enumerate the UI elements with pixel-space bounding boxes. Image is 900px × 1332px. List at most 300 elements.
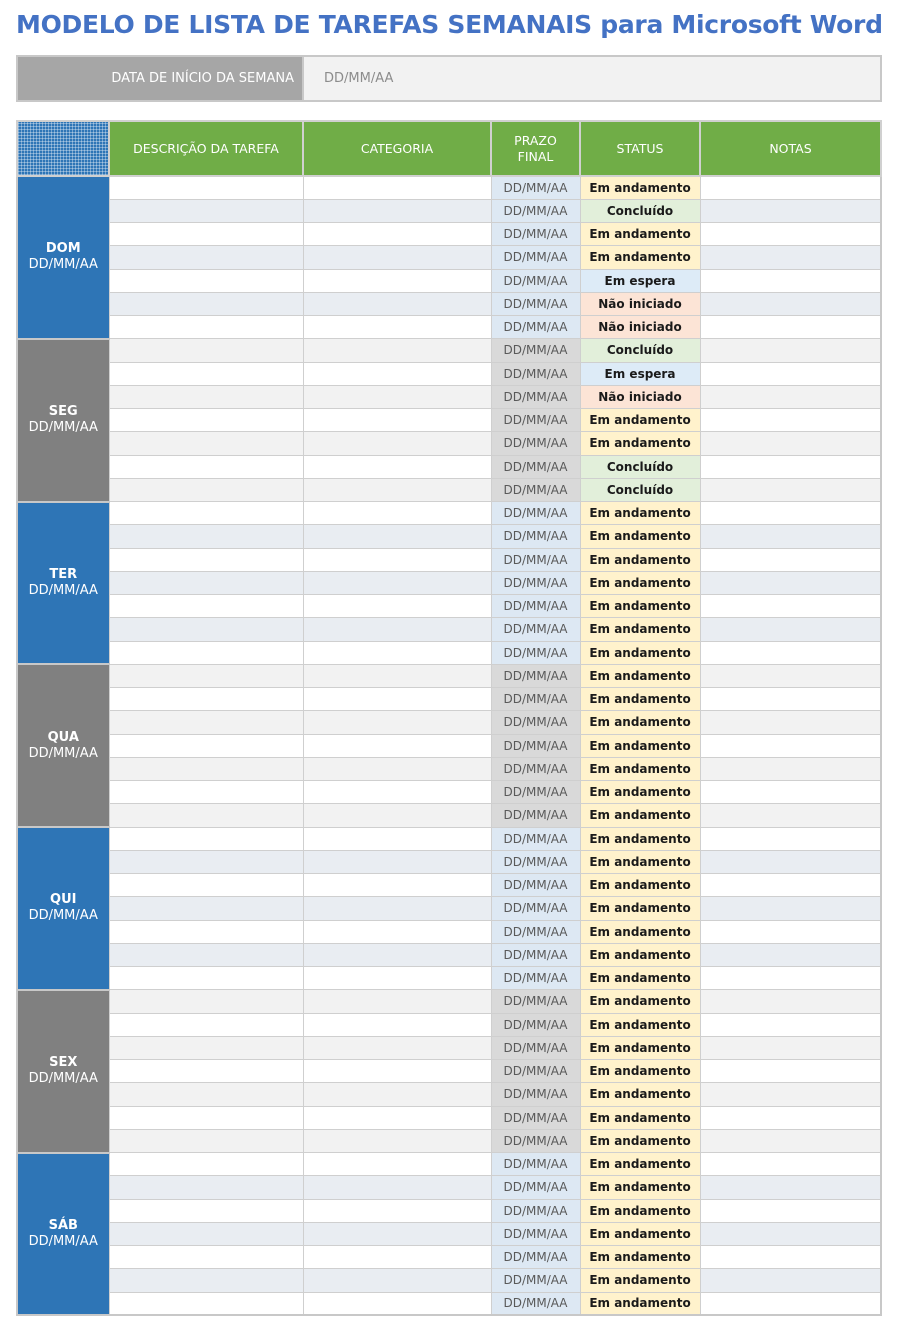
day-name: SEG	[48, 404, 78, 420]
table-row	[17, 432, 881, 455]
category-cell[interactable]	[303, 734, 491, 757]
due-date-cell[interactable]: DD/MM/AA	[491, 688, 580, 711]
status-cell[interactable]: Em andamento	[580, 246, 700, 269]
task-description-cell[interactable]	[109, 1199, 303, 1222]
status-cell[interactable]: Em andamento	[580, 664, 700, 687]
task-description-cell[interactable]	[109, 571, 303, 594]
status-cell[interactable]: Em andamento	[580, 1153, 700, 1176]
status-cell[interactable]: Em andamento	[580, 432, 700, 455]
due-date-cell[interactable]: DD/MM/AA	[491, 1083, 580, 1106]
category-cell[interactable]	[303, 1269, 491, 1292]
due-date-cell[interactable]: DD/MM/AA	[491, 990, 580, 1013]
day-cell	[17, 990, 109, 1153]
notes-cell[interactable]	[700, 1292, 881, 1315]
status-cell[interactable]: Em andamento	[580, 827, 700, 850]
category-cell[interactable]	[303, 362, 491, 385]
table-row	[17, 711, 881, 734]
category-cell[interactable]	[303, 1036, 491, 1059]
task-description-cell[interactable]	[109, 1269, 303, 1292]
notes-cell[interactable]	[700, 757, 881, 780]
due-date-cell[interactable]: DD/MM/AA	[491, 1199, 580, 1222]
notes-cell[interactable]	[700, 641, 881, 664]
table-row	[17, 571, 881, 594]
notes-cell[interactable]	[700, 385, 881, 408]
notes-cell[interactable]	[700, 1199, 881, 1222]
due-date-cell[interactable]: DD/MM/AA	[491, 176, 580, 199]
notes-cell[interactable]	[700, 176, 881, 199]
category-cell[interactable]	[303, 1013, 491, 1036]
task-description-cell[interactable]	[109, 502, 303, 525]
due-date-cell[interactable]: DD/MM/AA	[491, 571, 580, 594]
category-cell[interactable]	[303, 502, 491, 525]
due-date-cell[interactable]: DD/MM/AA	[491, 432, 580, 455]
table-row	[17, 1153, 881, 1176]
table-row	[17, 316, 881, 339]
due-date-cell[interactable]: DD/MM/AA	[491, 1060, 580, 1083]
notes-cell[interactable]	[700, 804, 881, 827]
status-cell[interactable]: Concluído	[580, 199, 700, 222]
due-date-cell[interactable]: DD/MM/AA	[491, 1013, 580, 1036]
status-cell[interactable]: Em espera	[580, 362, 700, 385]
header-due-date-label: PRAZO FINAL	[514, 132, 557, 164]
task-description-cell[interactable]	[109, 781, 303, 804]
table-row	[17, 618, 881, 641]
due-date-cell[interactable]: DD/MM/AA	[491, 897, 580, 920]
task-description-cell[interactable]	[109, 409, 303, 432]
category-cell[interactable]	[303, 641, 491, 664]
due-date-cell[interactable]: DD/MM/AA	[491, 1153, 580, 1176]
status-cell[interactable]: Não iniciado	[580, 385, 700, 408]
table-row	[17, 1176, 881, 1199]
table-row	[17, 246, 881, 269]
task-description-cell[interactable]	[109, 199, 303, 222]
notes-cell[interactable]	[700, 618, 881, 641]
table-row	[17, 641, 881, 664]
due-date-cell[interactable]: DD/MM/AA	[491, 1246, 580, 1269]
category-cell[interactable]	[303, 595, 491, 618]
status-cell[interactable]: Em andamento	[580, 409, 700, 432]
category-cell[interactable]	[303, 1153, 491, 1176]
due-date-cell[interactable]: DD/MM/AA	[491, 409, 580, 432]
header-due-date	[491, 121, 580, 176]
notes-cell[interactable]	[700, 990, 881, 1013]
status-cell[interactable]: Em andamento	[580, 1176, 700, 1199]
day-date: DD/MM/AA	[28, 1233, 98, 1249]
notes-cell[interactable]	[700, 1246, 881, 1269]
category-cell[interactable]	[303, 1106, 491, 1129]
table-row	[17, 362, 881, 385]
status-cell[interactable]: Concluído	[580, 478, 700, 501]
task-description-cell[interactable]	[109, 804, 303, 827]
due-date-cell[interactable]: DD/MM/AA	[491, 292, 580, 315]
category-cell[interactable]	[303, 548, 491, 571]
notes-cell[interactable]	[700, 781, 881, 804]
task-description-cell[interactable]	[109, 850, 303, 873]
table-row	[17, 850, 881, 873]
task-description-cell[interactable]	[109, 269, 303, 292]
notes-cell[interactable]	[700, 199, 881, 222]
status-cell[interactable]: Em andamento	[580, 1246, 700, 1269]
week-start-row	[16, 55, 882, 102]
task-description-cell[interactable]	[109, 1060, 303, 1083]
table-row	[17, 1036, 881, 1059]
category-cell[interactable]	[303, 1222, 491, 1245]
notes-cell[interactable]	[700, 688, 881, 711]
category-cell[interactable]	[303, 478, 491, 501]
day-name: QUA	[47, 729, 79, 745]
day-date: DD/MM/AA	[28, 420, 98, 436]
notes-cell[interactable]	[700, 711, 881, 734]
task-description-cell[interactable]	[109, 711, 303, 734]
due-date-cell[interactable]: DD/MM/AA	[491, 1129, 580, 1152]
task-description-cell[interactable]	[109, 827, 303, 850]
due-date-cell[interactable]: DD/MM/AA	[491, 943, 580, 966]
category-cell[interactable]	[303, 339, 491, 362]
table-header-row	[17, 121, 881, 176]
task-description-cell[interactable]	[109, 176, 303, 199]
status-cell[interactable]: Em andamento	[580, 1106, 700, 1129]
task-description-cell[interactable]	[109, 920, 303, 943]
task-description-cell[interactable]	[109, 1292, 303, 1315]
day-cell	[17, 1153, 109, 1316]
notes-cell[interactable]	[700, 734, 881, 757]
notes-cell[interactable]	[700, 1129, 881, 1152]
status-cell[interactable]: Em andamento	[580, 641, 700, 664]
task-description-cell[interactable]	[109, 1222, 303, 1245]
due-date-cell[interactable]: DD/MM/AA	[491, 246, 580, 269]
task-description-cell[interactable]	[109, 897, 303, 920]
status-cell[interactable]: Em andamento	[580, 525, 700, 548]
task-description-cell[interactable]	[109, 874, 303, 897]
notes-cell[interactable]	[700, 571, 881, 594]
status-cell[interactable]: Em espera	[580, 269, 700, 292]
header-notes: NOTAS	[700, 121, 881, 176]
header-corner-pattern	[17, 121, 109, 176]
table-row	[17, 943, 881, 966]
notes-cell[interactable]	[700, 827, 881, 850]
due-date-cell[interactable]: DD/MM/AA	[491, 641, 580, 664]
notes-cell[interactable]	[700, 432, 881, 455]
status-cell[interactable]: Em andamento	[580, 757, 700, 780]
week-start-input[interactable]: DD/MM/AA	[304, 57, 880, 100]
task-description-cell[interactable]	[109, 223, 303, 246]
notes-cell[interactable]	[700, 897, 881, 920]
table-row	[17, 176, 881, 199]
category-cell[interactable]	[303, 897, 491, 920]
notes-cell[interactable]	[700, 455, 881, 478]
table-row	[17, 548, 881, 571]
status-cell[interactable]: Em andamento	[580, 502, 700, 525]
status-cell[interactable]: Em andamento	[580, 804, 700, 827]
due-date-cell[interactable]: DD/MM/AA	[491, 804, 580, 827]
due-date-cell[interactable]: DD/MM/AA	[491, 757, 580, 780]
status-cell[interactable]: Em andamento	[580, 1269, 700, 1292]
category-cell[interactable]	[303, 967, 491, 990]
category-cell[interactable]	[303, 176, 491, 199]
task-description-cell[interactable]	[109, 432, 303, 455]
notes-cell[interactable]	[700, 943, 881, 966]
category-cell[interactable]	[303, 269, 491, 292]
category-cell[interactable]	[303, 525, 491, 548]
due-date-cell[interactable]: DD/MM/AA	[491, 734, 580, 757]
notes-cell[interactable]	[700, 1106, 881, 1129]
category-cell[interactable]	[303, 618, 491, 641]
notes-cell[interactable]	[700, 502, 881, 525]
status-cell[interactable]: Em andamento	[580, 1060, 700, 1083]
category-cell[interactable]	[303, 292, 491, 315]
category-cell[interactable]	[303, 385, 491, 408]
status-cell[interactable]: Concluído	[580, 455, 700, 478]
task-description-cell[interactable]	[109, 362, 303, 385]
status-cell[interactable]: Em andamento	[580, 1222, 700, 1245]
table-row	[17, 1106, 881, 1129]
status-cell[interactable]: Em andamento	[580, 850, 700, 873]
notes-cell[interactable]	[700, 548, 881, 571]
day-cell	[17, 664, 109, 827]
table-row	[17, 1129, 881, 1152]
status-cell[interactable]: Em andamento	[580, 711, 700, 734]
due-date-cell[interactable]: DD/MM/AA	[491, 1106, 580, 1129]
task-description-cell[interactable]	[109, 967, 303, 990]
category-cell[interactable]	[303, 1060, 491, 1083]
task-description-cell[interactable]	[109, 292, 303, 315]
category-cell[interactable]	[303, 990, 491, 1013]
due-date-cell[interactable]: DD/MM/AA	[491, 920, 580, 943]
table-row	[17, 525, 881, 548]
table-row	[17, 688, 881, 711]
table-row	[17, 1222, 881, 1245]
status-cell[interactable]: Em andamento	[580, 1292, 700, 1315]
status-cell[interactable]: Concluído	[580, 339, 700, 362]
task-description-cell[interactable]	[109, 1013, 303, 1036]
notes-cell[interactable]	[700, 595, 881, 618]
due-date-cell[interactable]: DD/MM/AA	[491, 711, 580, 734]
category-cell[interactable]	[303, 1199, 491, 1222]
week-start-label: DATA DE INÍCIO DA SEMANA	[18, 57, 304, 100]
day-name: SEX	[49, 1055, 78, 1071]
category-cell[interactable]	[303, 920, 491, 943]
status-cell[interactable]: Em andamento	[580, 920, 700, 943]
notes-cell[interactable]	[700, 1036, 881, 1059]
task-description-cell[interactable]	[109, 1153, 303, 1176]
status-cell[interactable]: Em andamento	[580, 990, 700, 1013]
task-description-cell[interactable]	[109, 1129, 303, 1152]
status-cell[interactable]: Em andamento	[580, 967, 700, 990]
category-cell[interactable]	[303, 1083, 491, 1106]
task-description-cell[interactable]	[109, 757, 303, 780]
notes-cell[interactable]	[700, 1222, 881, 1245]
category-cell[interactable]	[303, 943, 491, 966]
status-cell[interactable]: Em andamento	[580, 688, 700, 711]
status-cell[interactable]: Não iniciado	[580, 316, 700, 339]
category-cell[interactable]	[303, 316, 491, 339]
task-description-cell[interactable]	[109, 641, 303, 664]
header-status: STATUS	[580, 121, 700, 176]
task-description-cell[interactable]	[109, 1083, 303, 1106]
table-row	[17, 757, 881, 780]
notes-cell[interactable]	[700, 339, 881, 362]
task-description-cell[interactable]	[109, 943, 303, 966]
due-date-cell[interactable]: DD/MM/AA	[491, 664, 580, 687]
notes-cell[interactable]	[700, 223, 881, 246]
task-description-cell[interactable]	[109, 339, 303, 362]
notes-cell[interactable]	[700, 874, 881, 897]
due-date-cell[interactable]: DD/MM/AA	[491, 502, 580, 525]
status-cell[interactable]: Em andamento	[580, 1083, 700, 1106]
due-date-cell[interactable]: DD/MM/AA	[491, 781, 580, 804]
task-description-cell[interactable]	[109, 455, 303, 478]
category-cell[interactable]	[303, 571, 491, 594]
due-date-cell[interactable]: DD/MM/AA	[491, 269, 580, 292]
notes-cell[interactable]	[700, 920, 881, 943]
task-description-cell[interactable]	[109, 1106, 303, 1129]
category-cell[interactable]	[303, 827, 491, 850]
notes-cell[interactable]	[700, 269, 881, 292]
category-cell[interactable]	[303, 688, 491, 711]
due-date-cell[interactable]: DD/MM/AA	[491, 595, 580, 618]
notes-cell[interactable]	[700, 1176, 881, 1199]
notes-cell[interactable]	[700, 409, 881, 432]
status-cell[interactable]: Não iniciado	[580, 292, 700, 315]
category-cell[interactable]	[303, 1292, 491, 1315]
table-row	[17, 1246, 881, 1269]
task-description-cell[interactable]	[109, 385, 303, 408]
status-cell[interactable]: Em andamento	[580, 874, 700, 897]
table-row	[17, 664, 881, 687]
due-date-cell[interactable]: DD/MM/AA	[491, 316, 580, 339]
due-date-cell[interactable]: DD/MM/AA	[491, 1269, 580, 1292]
status-cell[interactable]: Em andamento	[580, 176, 700, 199]
table-row	[17, 1199, 881, 1222]
category-cell[interactable]	[303, 874, 491, 897]
table-row	[17, 595, 881, 618]
status-cell[interactable]: Em andamento	[580, 571, 700, 594]
notes-cell[interactable]	[700, 1083, 881, 1106]
category-cell[interactable]	[303, 664, 491, 687]
due-date-cell[interactable]: DD/MM/AA	[491, 1036, 580, 1059]
task-description-cell[interactable]	[109, 734, 303, 757]
due-date-cell[interactable]: DD/MM/AA	[491, 827, 580, 850]
due-date-cell[interactable]: DD/MM/AA	[491, 1176, 580, 1199]
category-cell[interactable]	[303, 1176, 491, 1199]
notes-cell[interactable]	[700, 246, 881, 269]
task-description-cell[interactable]	[109, 525, 303, 548]
notes-cell[interactable]	[700, 967, 881, 990]
due-date-cell[interactable]: DD/MM/AA	[491, 339, 580, 362]
due-date-cell[interactable]: DD/MM/AA	[491, 362, 580, 385]
status-cell[interactable]: Em andamento	[580, 943, 700, 966]
notes-cell[interactable]	[700, 1153, 881, 1176]
day-cell	[17, 176, 109, 339]
notes-cell[interactable]	[700, 478, 881, 501]
task-description-cell[interactable]	[109, 1176, 303, 1199]
status-cell[interactable]: Em andamento	[580, 223, 700, 246]
due-date-cell[interactable]: DD/MM/AA	[491, 850, 580, 873]
table-row	[17, 199, 881, 222]
due-date-cell[interactable]: DD/MM/AA	[491, 525, 580, 548]
due-date-cell[interactable]: DD/MM/AA	[491, 199, 580, 222]
status-cell[interactable]: Em andamento	[580, 734, 700, 757]
category-cell[interactable]	[303, 1129, 491, 1152]
task-description-cell[interactable]	[109, 548, 303, 571]
task-description-cell[interactable]	[109, 1036, 303, 1059]
task-description-cell[interactable]	[109, 478, 303, 501]
status-cell[interactable]: Em andamento	[580, 781, 700, 804]
table-row	[17, 1292, 881, 1315]
day-cell	[17, 502, 109, 665]
task-description-cell[interactable]	[109, 595, 303, 618]
status-cell[interactable]: Em andamento	[580, 1013, 700, 1036]
notes-cell[interactable]	[700, 1269, 881, 1292]
category-cell[interactable]	[303, 199, 491, 222]
table-row	[17, 269, 881, 292]
status-cell[interactable]: Em andamento	[580, 595, 700, 618]
status-cell[interactable]: Em andamento	[580, 1036, 700, 1059]
notes-cell[interactable]	[700, 316, 881, 339]
category-cell[interactable]	[303, 409, 491, 432]
status-cell[interactable]: Em andamento	[580, 1129, 700, 1152]
category-cell[interactable]	[303, 455, 491, 478]
due-date-cell[interactable]: DD/MM/AA	[491, 967, 580, 990]
category-cell[interactable]	[303, 757, 491, 780]
day-date: DD/MM/AA	[28, 257, 98, 273]
category-cell[interactable]	[303, 1246, 491, 1269]
table-row	[17, 874, 881, 897]
due-date-cell[interactable]: DD/MM/AA	[491, 478, 580, 501]
category-cell[interactable]	[303, 223, 491, 246]
status-cell[interactable]: Em andamento	[580, 618, 700, 641]
day-name: QUI	[50, 892, 77, 908]
category-cell[interactable]	[303, 850, 491, 873]
task-description-cell[interactable]	[109, 316, 303, 339]
table-row	[17, 967, 881, 990]
notes-cell[interactable]	[700, 1013, 881, 1036]
table-row	[17, 339, 881, 362]
table-row	[17, 734, 881, 757]
notes-cell[interactable]	[700, 362, 881, 385]
task-description-cell[interactable]	[109, 246, 303, 269]
notes-cell[interactable]	[700, 525, 881, 548]
notes-cell[interactable]	[700, 664, 881, 687]
due-date-cell[interactable]: DD/MM/AA	[491, 548, 580, 571]
day-cell	[17, 339, 109, 502]
category-cell[interactable]	[303, 781, 491, 804]
status-cell[interactable]: Em andamento	[580, 1199, 700, 1222]
due-date-cell[interactable]: DD/MM/AA	[491, 874, 580, 897]
due-date-cell[interactable]: DD/MM/AA	[491, 1222, 580, 1245]
due-date-cell[interactable]: DD/MM/AA	[491, 385, 580, 408]
due-date-cell[interactable]: DD/MM/AA	[491, 1292, 580, 1315]
category-cell[interactable]	[303, 804, 491, 827]
task-description-cell[interactable]	[109, 618, 303, 641]
status-cell[interactable]: Em andamento	[580, 548, 700, 571]
due-date-cell[interactable]: DD/MM/AA	[491, 455, 580, 478]
task-description-cell[interactable]	[109, 990, 303, 1013]
category-cell[interactable]	[303, 246, 491, 269]
due-date-cell[interactable]: DD/MM/AA	[491, 223, 580, 246]
task-description-cell[interactable]	[109, 664, 303, 687]
status-cell[interactable]: Em andamento	[580, 897, 700, 920]
category-cell[interactable]	[303, 432, 491, 455]
notes-cell[interactable]	[700, 850, 881, 873]
category-cell[interactable]	[303, 711, 491, 734]
task-description-cell[interactable]	[109, 1246, 303, 1269]
due-date-cell[interactable]: DD/MM/AA	[491, 618, 580, 641]
header-task-description: DESCRIÇÃO DA TAREFA	[109, 121, 303, 176]
notes-cell[interactable]	[700, 1060, 881, 1083]
task-description-cell[interactable]	[109, 688, 303, 711]
notes-cell[interactable]	[700, 292, 881, 315]
